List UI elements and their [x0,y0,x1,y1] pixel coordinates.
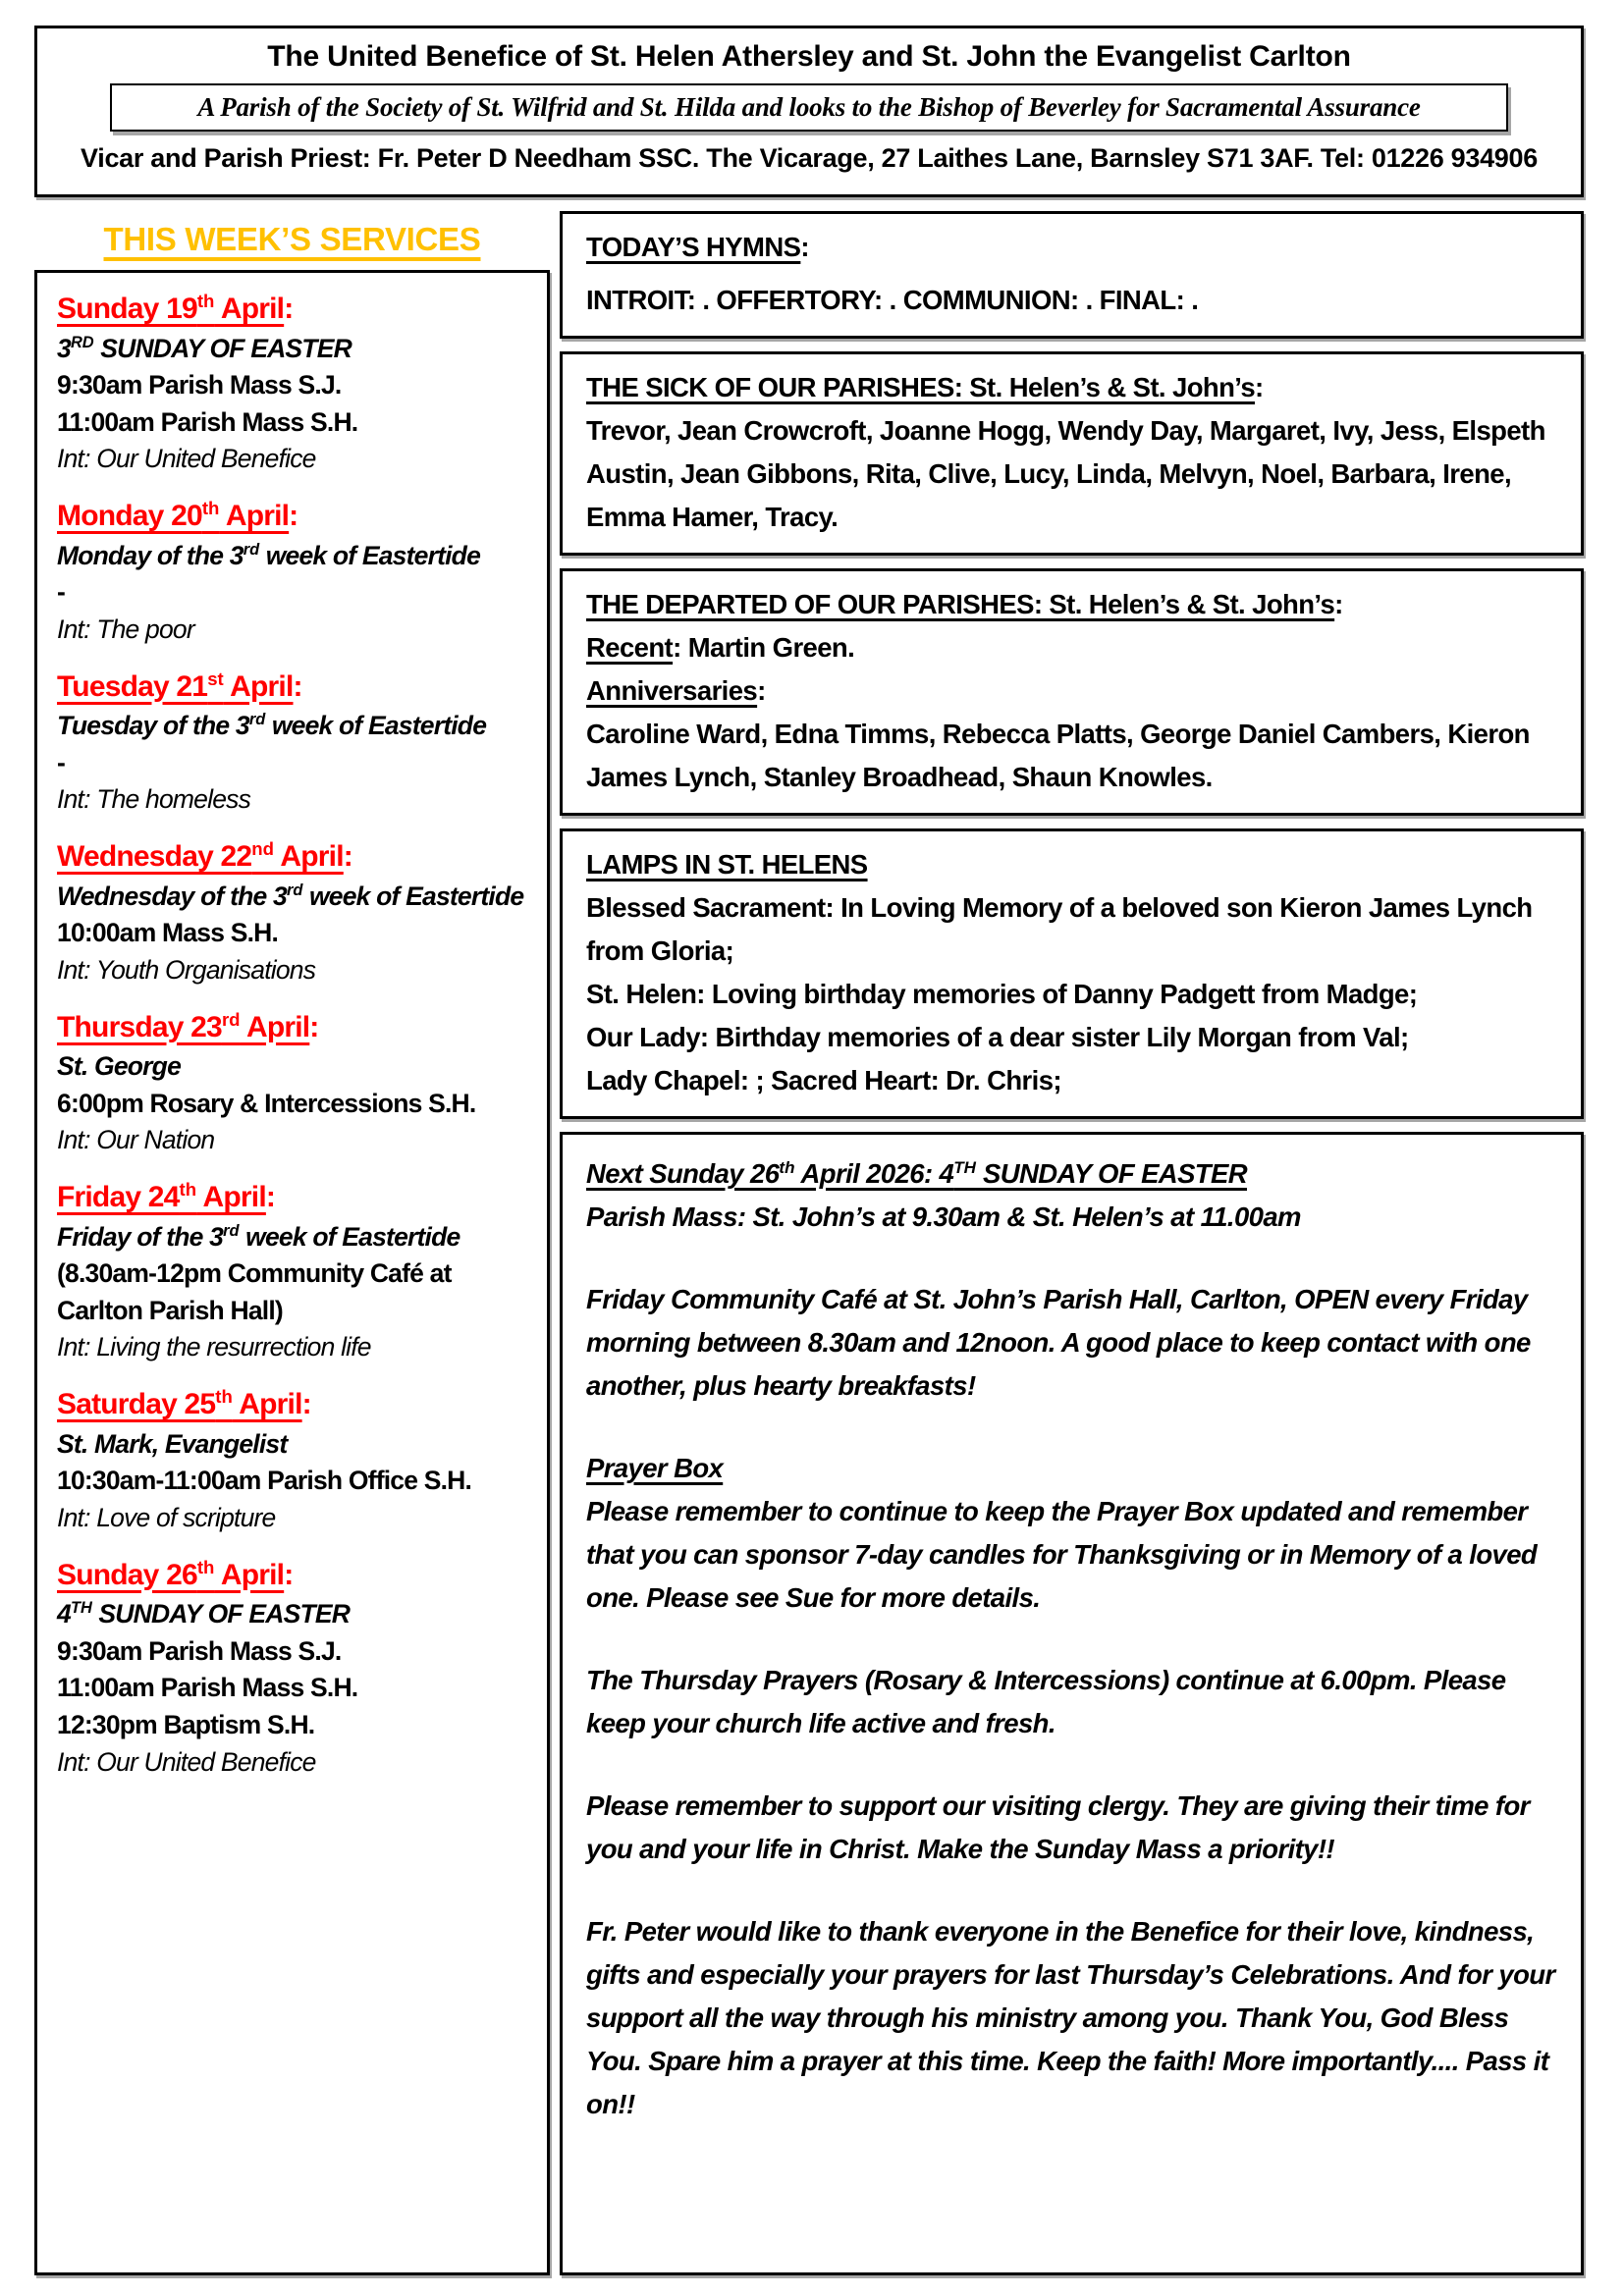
sick-heading: THE SICK OF OUR PARISHES: St. Helen’s & St. John’s: [586,372,1264,402]
page-title: The United Benefice of St. Helen Athersley and St. John the Evangelist Carlton [267,40,1351,73]
service-line-int: Int: The homeless [57,784,251,815]
service-line-time: 10:30am-11:00am Parish Office S.H. [57,1466,472,1496]
service-entry [57,1384,535,1536]
service-line-time: - [57,747,66,777]
subtitle-text: A Parish of the Society of St. Wilfrid and St. Hilda and looks to the Bishop of Beverley for Sacramental Assurance [197,92,1421,122]
services-heading: THIS WEEK’S SERVICES [103,221,481,257]
lamps-heading: LAMPS IN ST. HELENS [586,849,868,880]
service-line-time: 11:00am Parish Mass S.H. [57,1673,358,1703]
notice-para: Please remember to support our visiting clergy. They are giving their time for you and your life in Christ. Make the Sunday Mass a priority!! [586,1790,1530,1864]
service-line-time: 6:00pm Rosary & Intercessions S.H. [57,1088,476,1118]
notices-box [560,1132,1584,2275]
service-line-int: Int: The poor [57,614,194,644]
service-line-time: (8.30am-12pm Community Café at Carlton Parish Hall) [57,1258,452,1325]
service-line-int: Int: Our Nation [57,1125,215,1155]
service-line-feast: Friday of the 3rd week of Eastertide [57,1221,460,1252]
hymns-heading: TODAY’S HYMNS: [586,232,809,262]
lamps-box [560,828,1584,1119]
notice-para: Parish Mass: St. John’s at 9.30am & St. Helen’s at 11.00am [586,1201,1301,1232]
service-line-day: Thursday 23rd April: [57,1008,319,1043]
notice-block [586,1447,1557,1620]
service-line-day: Tuesday 21st April: [57,667,302,703]
service-line-feast: Wednesday of the 3rd week of Eastertide [57,881,524,911]
service-line-time: 11:00am Parish Mass S.H. [57,406,358,437]
service-line-day: Wednesday 22nd April: [57,838,352,874]
notices-column [560,211,1584,2275]
service-line-feast: St. George [57,1051,182,1082]
content-columns [34,211,1584,2275]
departed-recent: Recent: Martin Green. [586,632,855,663]
notice-para: The Thursday Prayers (Rosary & Intercessions) continue at 6.00pm. Please keep your church life active and fresh. [586,1665,1506,1738]
service-line-time: 10:00am Mass S.H. [57,918,279,948]
notice-para: Please remember to continue to keep the Prayer Box updated and remember that you can sponsor 7-day candles for Thanksgiving or in Memory of a loved one. Please see Sue for more details. [586,1496,1538,1613]
services-column [34,211,550,2275]
service-line-feast: Tuesday of the 3rd week of Eastertide [57,711,487,741]
service-line-feast: Monday of the 3rd week of Eastertide [57,540,481,570]
vicar-line: Vicar and Parish Priest: Fr. Peter D Needham SSC. The Vicarage, 27 Laithes Lane, Barnsley S71 3AF. Tel: 01226 934906 [81,143,1538,173]
departed-heading: THE DEPARTED OF OUR PARISHES: St. Helen’s & St. John’s: [586,589,1343,619]
notice-heading: Prayer Box [586,1453,724,1483]
services-box [34,270,550,2275]
service-line-int: Int: Our United Benefice [57,444,316,474]
sick-names: Trevor, Jean Crowcroft, Joanne Hogg, Wendy Day, Margaret, Ivy, Jess, Elspeth Austin, Jean Gibbons, Rita, Clive, Lucy, Linda, Melvyn, Noel, Barbara, Irene, Emma Hamer, Tracy. [586,415,1545,532]
service-line-int: Int: Love of scripture [57,1502,276,1532]
notice-block [586,1278,1557,1408]
lamps-lines [586,886,1557,1102]
notice-para: Friday Community Café at St. John’s Parish Hall, Carlton, OPEN every Friday morning between 8.30am and 12noon. A good place to keep contact with one another, plus hearty breakfasts! [586,1284,1531,1401]
header-box [34,26,1584,197]
service-line-time: 9:30am Parish Mass S.J. [57,370,342,400]
service-line-time: - [57,577,66,608]
service-line-feast: St. Mark, Evangelist [57,1428,288,1459]
service-entry [57,667,535,819]
notice-heading: Next Sunday 26th April 2026: 4TH SUNDAY OF EASTER [586,1157,1248,1189]
lamp-line: Blessed Sacrament: In Loving Memory of a beloved son Kieron James Lynch from Gloria; [586,892,1533,966]
service-entry [57,289,535,478]
service-line-day: Saturday 25th April: [57,1386,311,1421]
departed-box [560,568,1584,816]
lamp-line: St. Helen: Loving birthday memories of Danny Padgett from Madge; [586,979,1418,1009]
service-line-day: Sunday 19th April: [57,291,294,325]
service-line-day: Friday 24th April: [57,1178,276,1213]
service-line-day: Monday 20th April: [57,498,298,533]
service-line-int: Int: Our United Benefice [57,1746,316,1777]
service-line-day: Sunday 26th April: [57,1556,294,1591]
service-entry [57,496,535,648]
lamp-line: Our Lady: Birthday memories of a dear sister Lily Morgan from Val; [586,1022,1409,1052]
subtitle-box [110,83,1509,132]
service-line-time: 9:30am Parish Mass S.J. [57,1635,342,1666]
departed-anniversaries-label: Anniversaries: [586,675,766,706]
service-line-int: Int: Youth Organisations [57,954,316,985]
sick-box [560,351,1584,556]
notice-block [586,1659,1557,1745]
notice-block [586,1910,1557,2126]
service-entry [57,1007,535,1159]
service-entry [57,1555,535,1782]
service-line-time: 12:30pm Baptism S.H. [57,1710,315,1739]
service-line-feast: 4TH SUNDAY OF EASTER [57,1599,351,1629]
departed-anniversaries-names: Caroline Ward, Edna Timms, Rebecca Platts, George Daniel Cambers, Kieron James Lynch, Stanley Broadhead, Shaun Knowles. [586,719,1530,792]
service-line-feast: 3RD SUNDAY OF EASTER [57,333,352,363]
lamp-line: Lady Chapel: ; Sacred Heart: Dr. Chris; [586,1065,1061,1095]
notice-block [586,1152,1557,1239]
service-line-int: Int: Living the resurrection life [57,1332,371,1362]
service-entry [57,836,535,988]
notice-block [586,1785,1557,1871]
service-entry [57,1177,535,1366]
hymns-box [560,211,1584,339]
notice-para: Fr. Peter would like to thank everyone in the Benefice for their love, kindness, gifts and especially your prayers for last Thursday’s Celebrations. And for your support all the way through his ministry among you. Thank You, God Bless You. Spare him a prayer at this time. Keep the faith! More importantly.... Pass it on!! [586,1916,1555,2119]
hymns-line: INTROIT: . OFFERTORY: . COMMUNION: . FINAL: . [586,285,1199,315]
